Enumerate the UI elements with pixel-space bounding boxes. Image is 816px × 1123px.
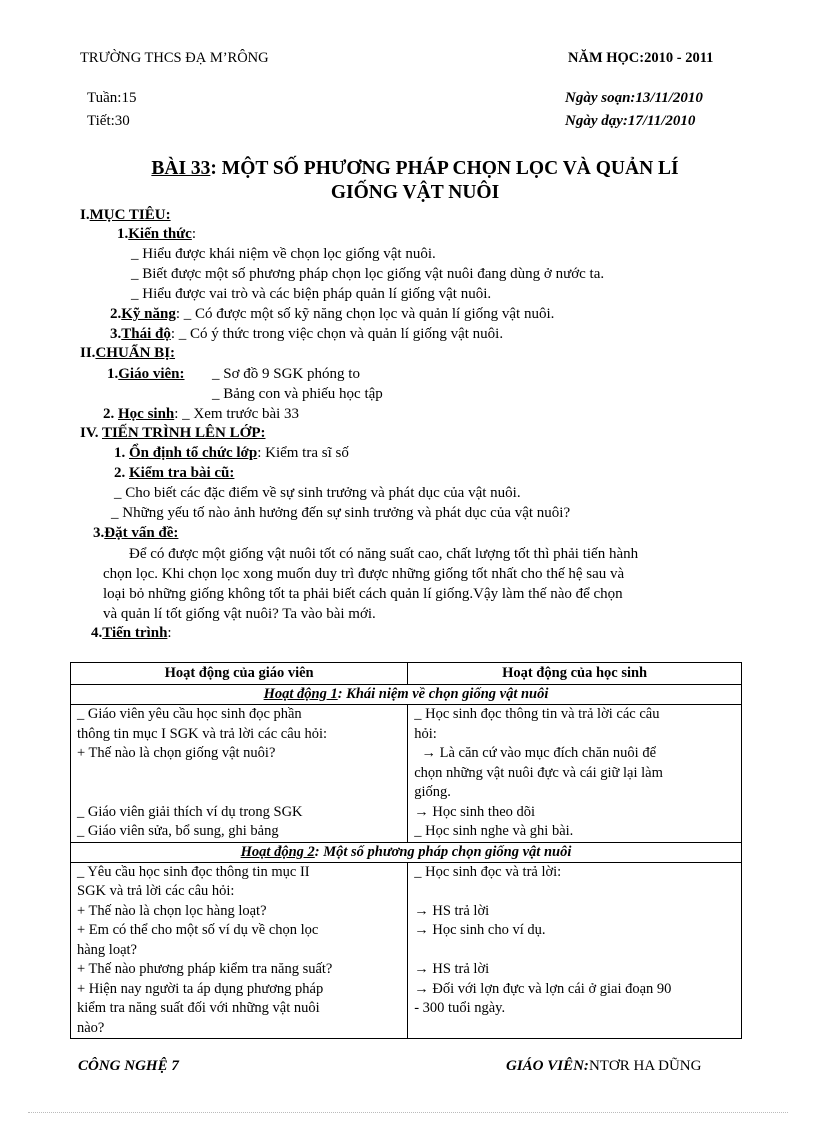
step3-no: 3. <box>93 525 105 541</box>
preparation-heading <box>80 345 175 362</box>
cell-line: _ Học sinh đọc và trả lời: <box>414 863 562 880</box>
activity1-row <box>71 705 742 843</box>
cell-line: kiểm tra năng suất đối với những vật nuôi <box>77 1000 320 1016</box>
attitude-label: Thái độ <box>121 326 171 342</box>
cell-line <box>77 764 401 784</box>
step3-line <box>93 525 178 542</box>
skill-label: Kỹ năng <box>121 306 176 322</box>
cell-line: hàng loạt? <box>77 941 137 958</box>
activity2-label: Hoạt động 2 <box>240 843 315 860</box>
school-year: NĂM HỌC:2010 - 2011 <box>568 50 714 66</box>
step4-line <box>91 625 172 642</box>
step3-text-line: và quản lí tốt giống vật nuôi? Ta vào bài mới. <box>103 606 376 622</box>
knowledge-no: 1. <box>117 226 129 242</box>
step1-line <box>114 445 349 462</box>
cell-line: chọn những vật nuôi đực và cái giữ lại làm <box>414 764 663 781</box>
cell-line: giống. <box>414 784 451 800</box>
week: Tuần:15 <box>87 90 137 106</box>
activity1-teacher-cell <box>71 705 408 843</box>
step3-text-line: Để có được một giống vật nuôi tốt có năng suất cao, chất lượng tốt thì phải tiến hành <box>129 546 639 562</box>
cell-line: nào? <box>77 1019 105 1036</box>
prep-date: Ngày soạn:13/11/2010 <box>565 90 703 106</box>
school-name: TRƯỜNG THCS ĐẠ M’RÔNG <box>80 50 269 66</box>
cell-line: → Học sinh theo dõi <box>414 803 536 820</box>
skill-no: 2. <box>110 306 122 322</box>
col-header-student: Hoạt động của học sinh <box>408 663 742 685</box>
cell-line <box>77 783 401 803</box>
cell-line: + Em có thể cho một số ví dụ về chọn lọc <box>77 922 319 938</box>
step1-label: Ổn định tổ chức lớp <box>129 445 258 461</box>
cell-line: hỏi: <box>414 725 437 742</box>
procedure-heading-text: TIẾN TRÌNH LÊN LỚP: <box>101 425 266 441</box>
cell-line: thông tin mục I SGK và trả lời các câu hỏi: <box>77 725 328 742</box>
lesson-title-line1: : MỘT SỐ PHƯƠNG PHÁP CHỌN LỌC VÀ QUẢN LÍ <box>210 158 679 179</box>
cell-line: → Là căn cứ vào mục đích chăn nuôi để <box>414 745 657 761</box>
teacher-prep-line <box>107 366 185 383</box>
cell-line: → Học sinh cho ví dụ. <box>414 922 546 938</box>
cell-line: + Hiện nay người ta áp dụng phương pháp <box>77 980 324 997</box>
step2-item: _ Cho biết các đặc điểm về sự sinh trưởng và phát dục của vật nuôi. <box>114 485 521 501</box>
cell-line: _ Giáo viên sửa, bổ sung, ghi bảng <box>77 823 279 839</box>
objectives-heading-text: MỤC TIÊU: <box>89 207 171 223</box>
footer-teacher-label: GIÁO VIÊN: <box>506 1058 589 1074</box>
student-prep-text: : _ Xem trước bài 33 <box>174 406 300 422</box>
teacher-prep-label: Giáo viên: <box>118 366 185 382</box>
activity2-teacher-cell <box>71 862 408 1039</box>
cell-line <box>414 882 735 902</box>
cell-line: SGK và trả lời các câu hỏi: <box>77 883 235 899</box>
footer-subject: CÔNG NGHỆ 7 <box>78 1058 179 1074</box>
procedure-prefix: IV. <box>80 425 102 441</box>
cell-line: + Thế nào là chọn giống vật nuôi? <box>77 745 276 761</box>
step3-text-line: chọn lọc. Khi chọn lọc xong muốn duy trì được những giống tốt nhất cho thế hệ sau và <box>103 566 625 582</box>
activity1-title-row <box>71 685 742 705</box>
step2-item: _ Những yếu tố nào ảnh hưởng đến sự sinh trưởng và phát dục của vật nuôi? <box>111 505 571 521</box>
attitude-line <box>110 326 503 343</box>
cell-line: _ Học sinh đọc thông tin và trả lời các câu <box>414 706 660 722</box>
activity1-title <box>71 685 742 705</box>
cell-line: _ Giáo viên yêu cầu học sinh đọc phần <box>77 706 302 722</box>
knowledge-item: _ Hiểu được khái niệm về chọn lọc giống vật nuôi. <box>131 246 436 262</box>
step3-paragraph <box>103 544 743 624</box>
student-prep-no: 2. <box>103 406 118 422</box>
knowledge-colon: : <box>191 226 197 242</box>
cell-line: _ Yêu cầu học sinh đọc thông tin mục II <box>77 863 310 880</box>
col-header-teacher: Hoạt động của giáo viên <box>71 663 408 685</box>
step1-no: 1. <box>114 445 129 461</box>
step4-no: 4. <box>91 625 103 641</box>
skill-text: : _ Có được một số kỹ năng chọn lọc và quản lí giống vật nuôi. <box>175 306 555 322</box>
cell-line <box>414 941 735 961</box>
knowledge-item: _ Hiểu được vai trò và các biện pháp quản lí giống vật nuôi. <box>131 286 492 302</box>
attitude-text: : _ Có ý thức trong việc chọn và quản lí giống vật nuôi. <box>170 326 504 342</box>
step1-text: : Kiểm tra sĩ số <box>257 445 349 461</box>
cell-line: + Thế nào là chọn lọc hàng loạt? <box>77 902 267 919</box>
step2-line <box>114 465 234 482</box>
step4-label: Tiến trình <box>102 625 168 641</box>
objectives-heading <box>80 207 171 224</box>
step2-label: Kiểm tra bài cũ: <box>129 465 235 481</box>
cell-line: → Đối với lợn đực và lợn cái ở giai đoạn 90 <box>414 980 672 997</box>
footer-teacher <box>506 1058 701 1075</box>
attitude-no: 3. <box>110 326 122 342</box>
page-divider <box>28 1112 788 1113</box>
cell-line: + Thế nào phương pháp kiểm tra năng suất? <box>77 961 333 977</box>
activity1-name: : Khái niệm về chọn giống vật nuôi <box>337 686 549 702</box>
step3-label: Đặt vấn đề: <box>104 525 179 541</box>
activity1-label: Hoạt động 1 <box>263 686 338 702</box>
step4-colon: : <box>167 625 172 641</box>
footer-teacher-name: NTƠR HA DŨNG <box>588 1058 702 1074</box>
lesson-title-line2: GIỐNG VẬT NUÔI <box>330 182 500 203</box>
procedure-heading <box>80 425 265 442</box>
step3-text-line: loại bỏ những giống không tốt ta phải biết cách quản lí giống.Vậy làm thế nào để chọn <box>103 586 623 602</box>
objectives-prefix: I. <box>80 207 90 223</box>
cell-line: - 300 tuổi ngày. <box>414 1000 506 1016</box>
cell-line: → HS trả lời <box>414 961 490 977</box>
cell-line: _ Học sinh nghe và ghi bài. <box>414 823 574 839</box>
cell-line: _ Giáo viên giải thích ví dụ trong SGK <box>77 803 303 820</box>
student-prep-line <box>103 406 299 423</box>
knowledge-label: Kiến thức <box>128 226 192 242</box>
teach-date: Ngày dạy:17/11/2010 <box>565 113 696 129</box>
skill-line <box>110 306 554 323</box>
preparation-heading-text: CHUẨN BỊ: <box>95 345 176 361</box>
cell-line: → HS trả lời <box>414 902 490 919</box>
teacher-prep-no: 1. <box>107 366 119 382</box>
cell-line <box>414 1019 735 1039</box>
activity-table <box>70 662 742 1039</box>
period: Tiết:30 <box>87 113 130 129</box>
knowledge-item: _ Biết được một số phương pháp chọn lọc giống vật nuôi đang dùng ở nước ta. <box>131 266 605 282</box>
activity2-student-cell <box>408 862 742 1039</box>
teacher-prep-item: _ Bảng con và phiếu học tập <box>212 386 383 402</box>
table-header-row <box>71 663 742 685</box>
lesson-title <box>90 157 740 205</box>
knowledge-heading <box>117 226 196 243</box>
preparation-prefix: II. <box>80 345 96 361</box>
activity2-title <box>71 842 742 862</box>
student-prep-label: Học sinh <box>118 406 175 422</box>
activity2-name: : Một số phương pháp chọn giống vật nuôi <box>314 843 572 860</box>
activity2-title-row <box>71 842 742 862</box>
lesson-number: BÀI 33 <box>151 158 211 179</box>
step2-no: 2. <box>114 465 129 481</box>
teacher-prep-item: _ Sơ đồ 9 SGK phóng to <box>212 366 360 382</box>
activity1-student-cell <box>408 705 742 843</box>
activity2-row <box>71 862 742 1039</box>
